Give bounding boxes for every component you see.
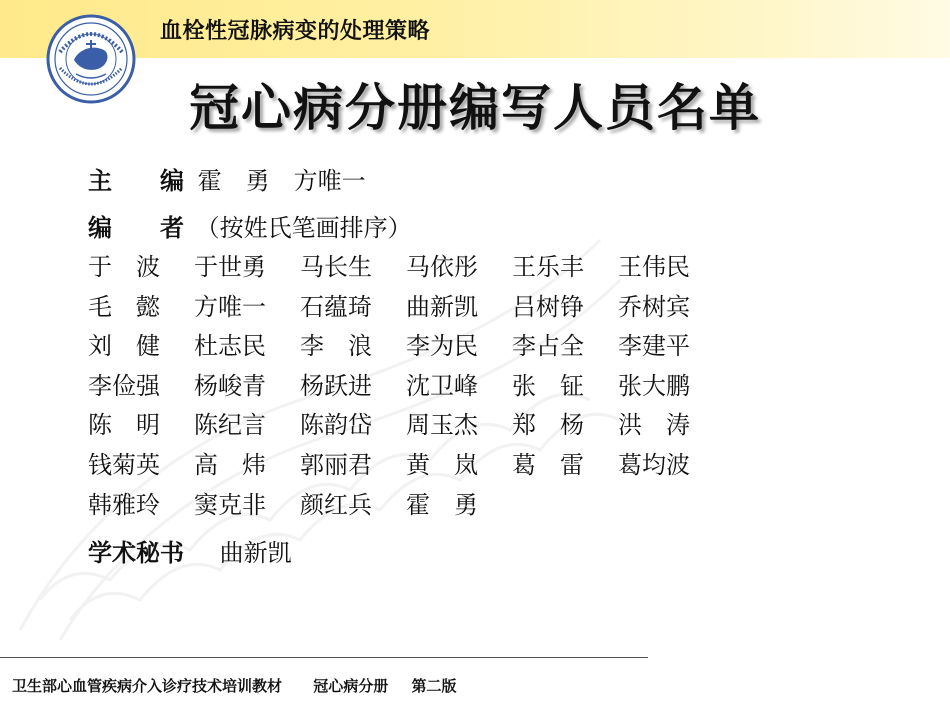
header-band [0,0,950,58]
chief-editor-row [88,166,366,196]
editor-name: 霍 勇 [406,490,478,519]
editor-name: 方唯一 [194,292,266,321]
editors-note: （按姓氏笔画排序） [195,214,412,242]
editor-name: 沈卫峰 [406,371,478,400]
editor-name: 葛 雷 [512,450,584,479]
editor-name: 颜红兵 [300,490,372,519]
editor-name: 李为民 [406,332,478,361]
editor-name: 高 炜 [194,450,266,479]
editor-name: 葛均波 [618,450,690,479]
editors-name-list [88,252,724,520]
editor-name: 曲新凯 [406,292,478,321]
editor-name: 黄 岚 [406,450,478,479]
editor-name: 张大鹏 [618,371,690,400]
editor-name: 陈 明 [88,411,160,440]
editor-name: 李占全 [512,332,584,361]
editor-name: 李建平 [618,332,690,361]
editor-name: 于 波 [88,253,160,281]
footer-divider [0,657,648,658]
editor-name: 吕树铮 [512,292,584,321]
editor-name: 陈韵岱 [300,411,372,440]
editor-name: 马依彤 [406,253,478,281]
footer [12,675,483,696]
footer-textbook: 卫生部心血管疾病介入诊疗技术培训教材 [12,677,283,695]
editors-role: 编 者 [88,214,184,242]
editor-name: 杨跃进 [300,371,372,400]
editor-name: 周玉杰 [406,411,478,440]
secretary-name: 曲新凯 [219,539,292,567]
editor-name: 王乐丰 [512,253,584,281]
editor-name: 王伟民 [618,253,690,281]
editor-name: 刘 健 [88,332,160,361]
editor-name: 张 钲 [512,371,584,400]
secretary-role: 学术秘书 [88,539,184,567]
editor-name: 窦克非 [194,490,266,519]
chief-editor-role: 主 编 [88,167,184,195]
footer-volume: 冠心病分册 [313,677,389,695]
secretary-row [88,538,292,568]
editor-name: 钱菊英 [88,450,160,479]
editor-name: 郑 杨 [512,411,584,440]
editor-name: 李俭强 [88,371,160,400]
header-title: 血栓性冠脉病变的处理策略 [160,19,431,44]
editor-name: 马长生 [300,253,372,281]
footer-edition: 第二版 [411,677,457,695]
editor-name: 毛 懿 [88,292,160,321]
editor-name: 郭丽君 [300,450,372,479]
editor-name: 杨峻青 [194,371,266,400]
page-title: 冠心病分册编写人员名单 [189,79,761,137]
chief-editor-names: 霍 勇 方唯一 [197,167,366,195]
editor-name: 杜志民 [194,332,266,361]
editor-name: 洪 涛 [618,411,690,440]
editors-row [88,213,412,243]
editor-name: 乔树宾 [618,292,690,321]
editor-name: 陈纪言 [194,411,266,440]
editor-name: 李 浪 [300,332,372,361]
editor-name: 石蕴琦 [300,292,372,321]
editor-name: 韩雅玲 [88,490,160,519]
editor-name: 于世勇 [194,253,266,281]
